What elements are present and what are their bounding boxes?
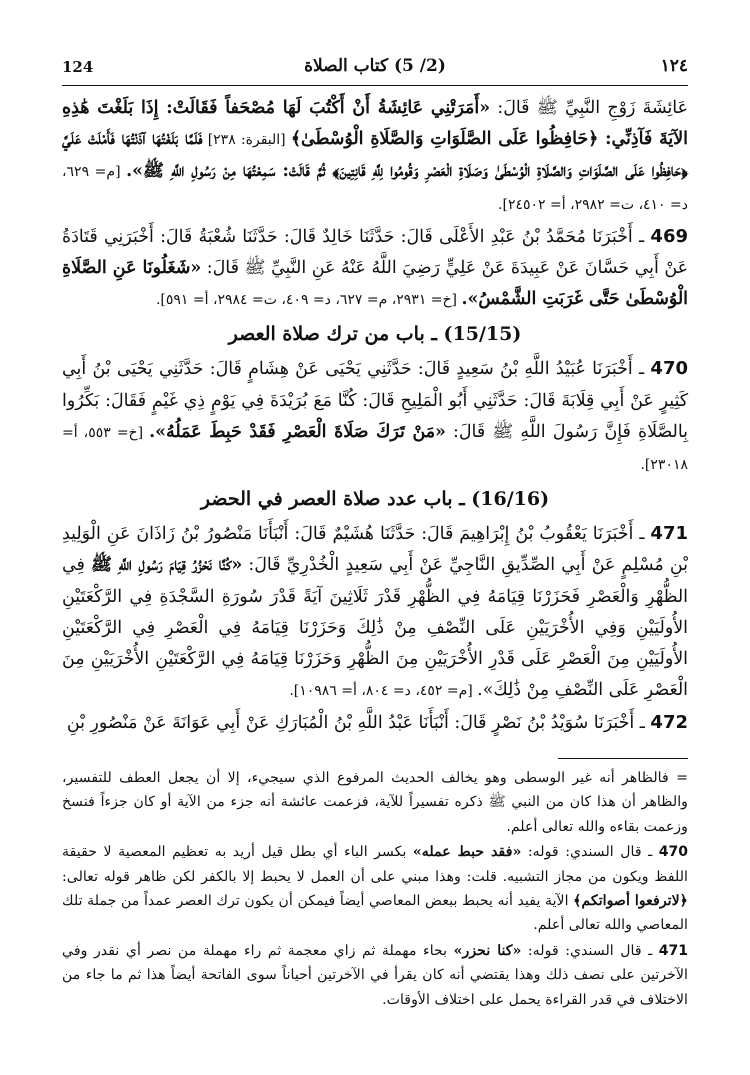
narration-text: ـ أَخْبَرَنَا مُحَمَّدُ بْنُ عَبْدِ الأَعْلَى قَالَ: حَدَّثَنَا خَالِدٌ قَالَ: حَدَّثَنَا شُعْبَةُ قَالَ: أَخْبَرَنِي قَتَادَةُ عَنْ أَبِي حَسَّانَ عَنْ عَبِيدَةَ عَنْ عَلِيٍّ رَضِيَ اللَّهُ عَنْهُ عَنِ النَّبِيِّ ﷺ قَالَ:	[62, 226, 688, 279]
footnote-quote: «فقد حبط عمله»	[412, 844, 522, 861]
hadith-quote: «شَغَلُونَا عَنِ الصَّلَاةِ الْوُسْطَىٰ حَتَّى غَرَبَتِ الشَّمْسُ».	[62, 258, 688, 310]
footnote-text: بحاء مهملة ثم زاي معجمة ثم راء مهملة من نصر أي نقدر وفي الآخرتين على نصف ذلك وهذا يقتضي أنه كان يقرأ في الآخرتين أحياناً سوى الفاتحة أيضاً هذا ثم ما جاء من الاختلاف في قدر القراءة يحمل على اختلاف الأوقات.	[62, 942, 688, 1008]
chapter-heading-15: (15/15) ـ باب من ترك صلاة العصر	[228, 323, 522, 346]
footnote-quote: ﴿لاترفعوا أصواتكم﴾	[573, 893, 688, 910]
cross-reference: [م= ٤٥٢، د= ٨٠٤، أ= ١٠٩٨٦].	[289, 683, 478, 700]
cross-reference: [خ= ٢٩٣١، م= ٦٢٧، د= ٤٠٩، ت= ٢٩٨٤، أ= ٥٩١].	[155, 292, 462, 309]
cross-reference: [م= ٦٢٩، د= ٤١٠، ت= ٢٩٨٢، أ= ٢٤٥٠٢].	[62, 164, 688, 213]
footnote-continuation: = فالظاهر أنه غير الوسطى وهو يخالف الحديث المرفوع الذي سيجيء، إلا أن يجعل العطف للتفسير، والظاهر أن هذا كان من النبي ﷺ ذكره تفسيراً للآية، فزعمت عائشة أنه جزء من الآية أو كان جزءاً فنسخ وزعمت بقاءه والله تعالى أعلم.	[62, 770, 688, 835]
hadith-469	[62, 221, 688, 317]
main-text	[62, 93, 688, 740]
running-title: (2/ 5) كتاب الصلاة	[304, 56, 446, 76]
narration-text: ـ أَخْبَرَنَا يَعْقُوبُ بْنُ إِبْرَاهِيمَ قَالَ: حَدَّثَنَا هُشَيْمٌ قَالَ: أَنْبَأَنَا مَنْصُورُ بْنُ زَاذَانَ عَنِ الْوَلِيدِ بْنِ مُسْلِمٍ عَنْ أَبِي الصِّدِّيقِ النَّاجِيِّ عَنْ أَبِي سَعِيدٍ الْخُدْرِيِّ قَالَ:	[62, 524, 688, 576]
footnote-text: بكسر الباء أي بطل قيل أريد به تعظيم المعصية لا حقيقة اللفظ ويكون من مجاز التشبيه. قلت: وهذا مبني على أن العمل لا يحبط إلا بالكفر لكن ظاهر قوله تعالى:	[62, 844, 688, 885]
hadith-quote: «كُنَّا نَحْزُرُ قِيَامَ رَسُولِ اللَّهِ ﷺ	[91, 555, 243, 576]
cross-reference: [خ= ٥٥٣، أ= ٢٣٠١٨].	[62, 424, 688, 474]
narration-text: ـ أَخْبَرَنَا سُوَيْدُ بْنُ نَصْرٍ قَالَ: أَنْبَأَنَا عَبْدُ اللَّهِ بْنُ الْمُبَارَكِ عَنْ أَبِي عَوَانَةَ عَنْ مَنْصُورِ بْنِ	[66, 713, 651, 734]
footnote-lead: ـ قال السندي: قوله:	[521, 844, 659, 861]
footnote-470	[62, 840, 688, 938]
narration-text: ـ أَخْبَرَنَا عُبَيْدُ اللَّهِ بْنُ سَعِيدٍ قَالَ: حَدَّثَنِي يَحْيَى عَنْ هِشَامٍ قَالَ: حَدَّثَنِي يَحْيَى بْنُ أَبِي كَثِيرٍ عَنْ أَبِي قِلَابَةَ قَالَ: حَدَّثَنِي أَبُو الْمَلِيحِ قَالَ: كُنَّا مَعَ بُرَيْدَةَ فِي يَوْمٍ ذِي غَيْمٍ فَقَالَ: بَكِّرُوا بِالصَّلَاةِ فَإِنَّ رَسُولَ اللَّهِ ﷺ قَالَ:	[62, 359, 688, 442]
hadith-continuation	[62, 93, 688, 221]
hadith-470	[62, 353, 688, 481]
footnotes	[62, 766, 688, 1013]
hadith-472	[62, 707, 688, 739]
narration-text: فِي الظُّهْرِ وَالْعَصْرِ فَحَزَرْنَا قِيَامَهُ فِي الظُّهْرِ قَدْرَ ثَلَاثِينَ آيَةً قَدْرَ سُورَةِ السَّجْدَةِ فِي الرَّكْعَتَيْنِ الأُولَيَيْنِ وَفِي الأُخْرَيَيْنِ عَلَى النِّصْفِ مِنْ ذَٰلِكَ وَحَزَرْنَا قِيَامَهُ فِي الْعَصْرِ فِي الرَّكْعَتَيْنِ الأُولَيَيْنِ مِنَ الْعَصْرِ عَلَى قَدْرِ الأُخْرَيَيْنِ مِنَ الظُّهْرِ وَحَزَرْنَا قِيَامَهُ فِي الرَّكْعَتَيْنِ الأُخْرَيَيْنِ مِنَ الْعَصْرِ عَلَى النِّصْفِ مِنْ ذَٰلِكَ».	[62, 555, 688, 701]
hadith-quote: «مَنْ تَرَكَ صَلَاةَ الْعَصْرِ فَقَدْ حَبِطَ عَمَلُهُ».	[149, 421, 446, 442]
hadith-number: 472	[650, 712, 688, 734]
narration-text: عَائِشَةَ زَوْجِ النَّبِيِّ ﷺ قَالَ:	[490, 98, 688, 118]
footnote-text: الآية يفيد أنه يحبط ببعض المعاصي أيضاً فيمكن أن يكون ترك العصر عمداً من جملة تلك المعاصي والله تعالى أعلم.	[62, 893, 688, 934]
quran-reference: [البقرة: ٢٣٨]	[202, 132, 291, 149]
hadith-471	[62, 518, 688, 707]
hadith-number: 469	[650, 225, 688, 247]
chapter-heading-16: (16/16) ـ باب عدد صلاة العصر في الحضر	[200, 488, 550, 511]
page-number-arabic: ١٢٤	[660, 56, 688, 76]
hadith-quote: «أَمَرَتْنِي عَائِشَةُ أَنْ أَكْتُبَ لَهَا مُصْحَفاً فَقَالَتْ: إِذَا بَلَغْتَ هَٰذِهِ الآيَةَ فَآذِنِّي: ﴿حَافِظُوا عَلَى الصَّلَوَاتِ وَالصَّلَاةِ الْوُسْطَىٰ﴾	[62, 98, 688, 150]
footnote-rule	[558, 758, 688, 759]
header-rule	[62, 85, 688, 86]
footnote-number: 470	[658, 844, 689, 861]
hadith-quote: فَلَمَّا بَلَغْتُهَا آذَنْتُهَا فَأَمْلَتْ عَلَيَّ ﴿حَافِظُوا عَلَى الصَّلَوَاتِ وَالصَّلَاةِ الْوُسْطَىٰ وَصَلَاةِ الْعَصْرِ وَقُومُوا لِلَّهِ قَانِتِينَ﴾ ثُمَّ قَالَتْ: سَمِعْتُهَا مِنْ رَسُولِ اللَّهِ ﷺ».	[62, 129, 689, 182]
footnote-quote: «كنا نحزر»	[453, 942, 522, 959]
hadith-number: 471	[650, 523, 688, 545]
page-number-latin: 124	[62, 58, 94, 76]
footnote-number: 471	[658, 942, 688, 959]
page-header	[62, 56, 688, 82]
hadith-number: 470	[650, 358, 688, 380]
footnote-lead: ـ قال السندي: قوله:	[521, 942, 659, 959]
footnote-471	[62, 939, 688, 1012]
